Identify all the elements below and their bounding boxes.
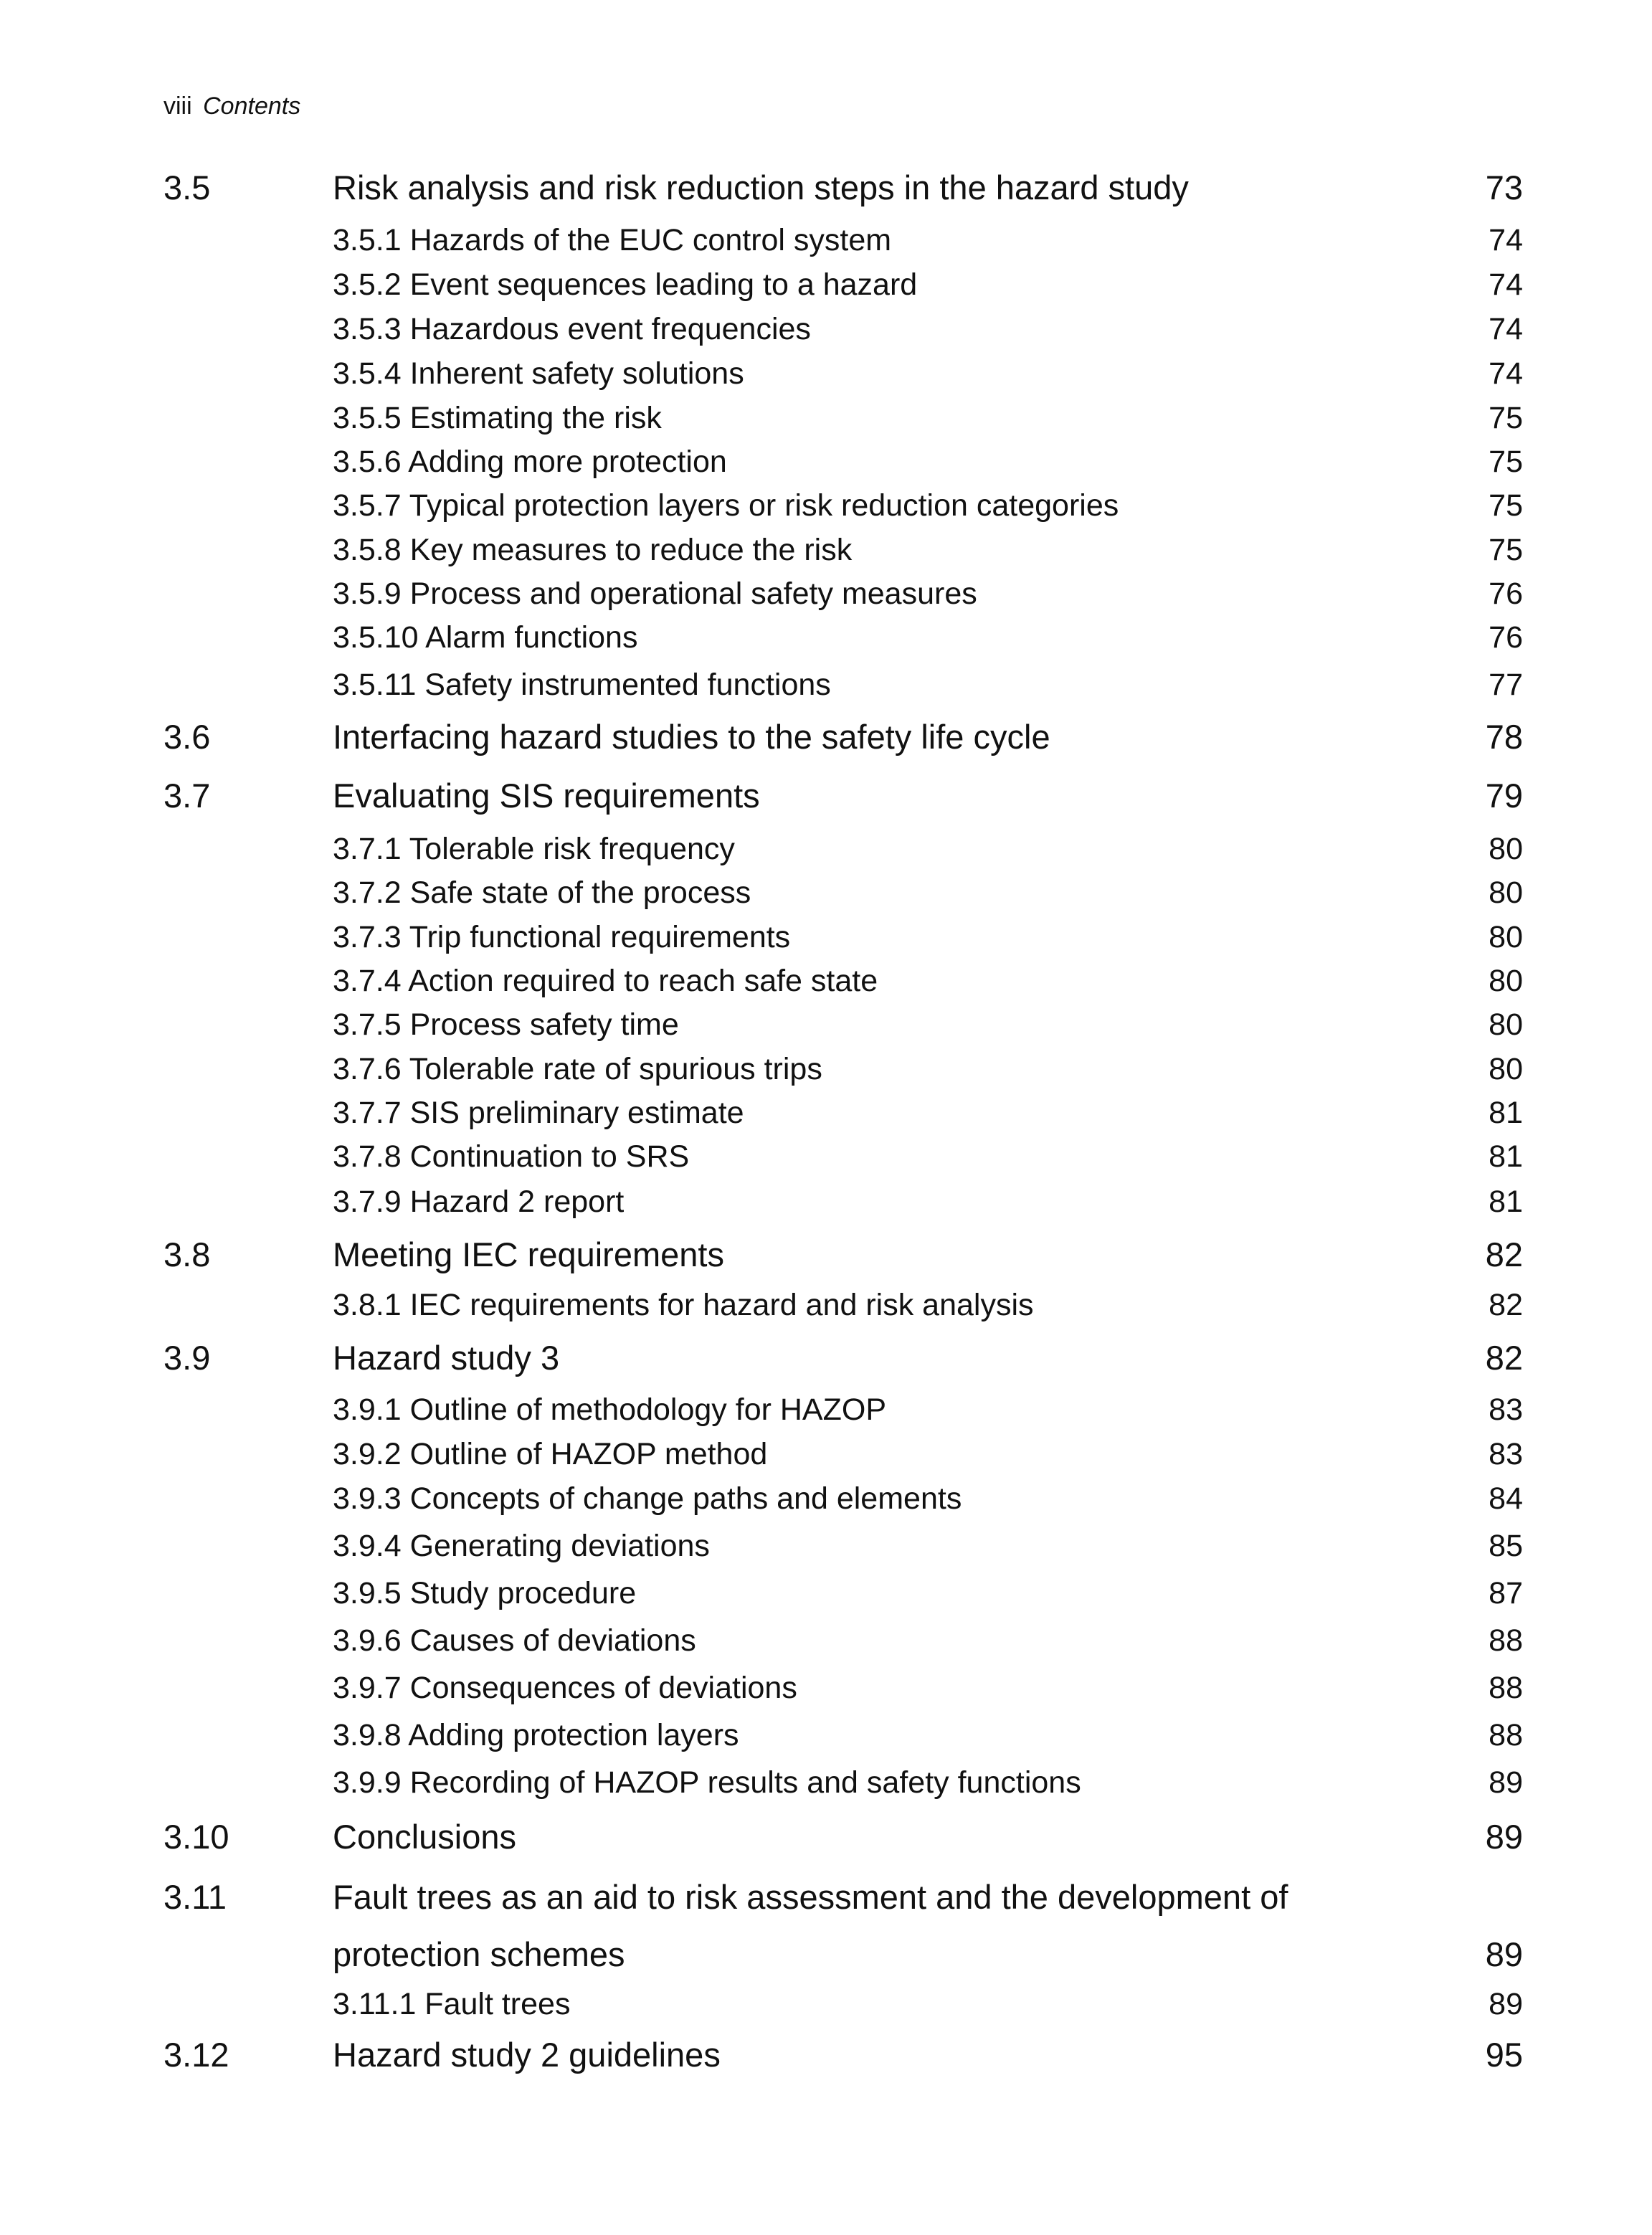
page-number: 74 [1489, 356, 1523, 391]
page-number: 80 [1489, 832, 1523, 866]
page-number: 77 [1489, 668, 1523, 702]
running-head [163, 92, 300, 120]
subsection-title: 3.7.8 Continuation to SRS [333, 1139, 690, 1174]
subsection-title: 3.9.4 Generating deviations [333, 1529, 710, 1563]
page-number: 89 [1485, 1935, 1523, 1973]
section-title: Risk analysis and risk reduction steps in the hazard study [333, 169, 1189, 207]
page-number: 78 [1485, 718, 1523, 756]
header-page-number: viii [163, 92, 192, 120]
page-number: 76 [1489, 576, 1523, 611]
page-number: 74 [1489, 267, 1523, 302]
subsection-title: 3.9.5 Study procedure [333, 1576, 637, 1610]
page-number: 76 [1489, 620, 1523, 655]
subsection-title: 3.9.3 Concepts of change paths and elements [333, 1481, 962, 1516]
section-title: Fault trees as an aid to risk assessment and the development of [333, 1878, 1288, 1916]
section-number: 3.11 [163, 1878, 227, 1916]
page-number: 85 [1489, 1529, 1523, 1563]
page-number: 81 [1489, 1185, 1523, 1219]
page-number: 88 [1489, 1623, 1523, 1658]
section-number: 3.12 [163, 2036, 229, 2074]
subsection-title: 3.5.11 Safety instrumented functions [333, 668, 831, 702]
subsection-title: 3.7.3 Trip functional requirements [333, 920, 791, 954]
section-number: 3.9 [163, 1339, 211, 1377]
subsection-title: 3.5.2 Event sequences leading to a hazard [333, 267, 918, 302]
header-title: Contents [203, 92, 301, 120]
subsection-title: 3.8.1 IEC requirements for hazard and risk analysis [333, 1288, 1034, 1322]
section-title: Hazard study 2 guidelines [333, 2036, 721, 2074]
page-number: 88 [1489, 1671, 1523, 1705]
page-number: 84 [1489, 1481, 1523, 1516]
subsection-title: 3.9.9 Recording of HAZOP results and safety functions [333, 1765, 1081, 1800]
section-number: 3.6 [163, 718, 211, 756]
subsection-title: 3.7.6 Tolerable rate of spurious trips [333, 1052, 822, 1086]
page-number: 89 [1489, 1765, 1523, 1800]
page-number: 80 [1489, 876, 1523, 910]
subsection-title: 3.5.1 Hazards of the EUC control system [333, 223, 892, 257]
page-number: 75 [1489, 488, 1523, 523]
page-number: 83 [1489, 1392, 1523, 1427]
page-number: 74 [1489, 223, 1523, 257]
section-title: Meeting IEC requirements [333, 1235, 724, 1273]
page-number: 80 [1489, 1007, 1523, 1042]
subsection-title: 3.5.4 Inherent safety solutions [333, 356, 744, 391]
subsection-title: 3.5.9 Process and operational safety measures [333, 576, 977, 611]
subsection-title: 3.7.5 Process safety time [333, 1007, 679, 1042]
section-number: 3.8 [163, 1235, 211, 1273]
page-number: 80 [1489, 920, 1523, 954]
page-number: 81 [1489, 1139, 1523, 1174]
section-title: Interfacing hazard studies to the safety life cycle [333, 718, 1050, 756]
page-number: 82 [1485, 1339, 1523, 1377]
page-number: 75 [1489, 533, 1523, 567]
section-title: Hazard study 3 [333, 1339, 560, 1377]
page-number: 89 [1485, 1818, 1523, 1856]
page-number: 80 [1489, 964, 1523, 998]
section-number: 3.7 [163, 777, 211, 815]
page-number: 80 [1489, 1052, 1523, 1086]
page-number: 83 [1489, 1437, 1523, 1471]
section-title: Conclusions [333, 1818, 517, 1856]
subsection-title: 3.7.7 SIS preliminary estimate [333, 1096, 744, 1130]
subsection-title: 3.11.1 Fault trees [333, 1987, 571, 2021]
page-number: 75 [1489, 401, 1523, 435]
subsection-title: 3.5.3 Hazardous event frequencies [333, 312, 811, 346]
page-number: 89 [1489, 1987, 1523, 2021]
subsection-title: 3.5.6 Adding more protection [333, 445, 727, 479]
page-number: 75 [1489, 445, 1523, 479]
page-number: 87 [1489, 1576, 1523, 1610]
subsection-title: 3.9.1 Outline of methodology for HAZOP [333, 1392, 887, 1427]
page-number: 82 [1489, 1288, 1523, 1322]
subsection-title: 3.7.2 Safe state of the process [333, 876, 751, 910]
page-number: 74 [1489, 312, 1523, 346]
subsection-title: 3.9.7 Consequences of deviations [333, 1671, 797, 1705]
subsection-title: 3.9.8 Adding protection layers [333, 1718, 739, 1752]
subsection-title: 3.7.4 Action required to reach safe state [333, 964, 878, 998]
page-number: 88 [1489, 1718, 1523, 1752]
page-number: 81 [1489, 1096, 1523, 1130]
subsection-title: 3.5.10 Alarm functions [333, 620, 638, 655]
subsection-title: 3.5.7 Typical protection layers or risk reduction categories [333, 488, 1119, 523]
subsection-title: 3.7.9 Hazard 2 report [333, 1185, 625, 1219]
subsection-title: 3.9.2 Outline of HAZOP method [333, 1437, 768, 1471]
section-title-continued: protection schemes [333, 1935, 625, 1973]
page-number: 95 [1485, 2036, 1523, 2074]
subsection-title: 3.5.8 Key measures to reduce the risk [333, 533, 853, 567]
section-number: 3.5 [163, 169, 211, 207]
page-number: 73 [1485, 169, 1523, 207]
section-title: Evaluating SIS requirements [333, 777, 760, 815]
section-number: 3.10 [163, 1818, 229, 1856]
page-number: 82 [1485, 1235, 1523, 1273]
subsection-title: 3.9.6 Causes of deviations [333, 1623, 696, 1658]
subsection-title: 3.5.5 Estimating the risk [333, 401, 662, 435]
page-number: 79 [1485, 777, 1523, 815]
subsection-title: 3.7.1 Tolerable risk frequency [333, 832, 735, 866]
